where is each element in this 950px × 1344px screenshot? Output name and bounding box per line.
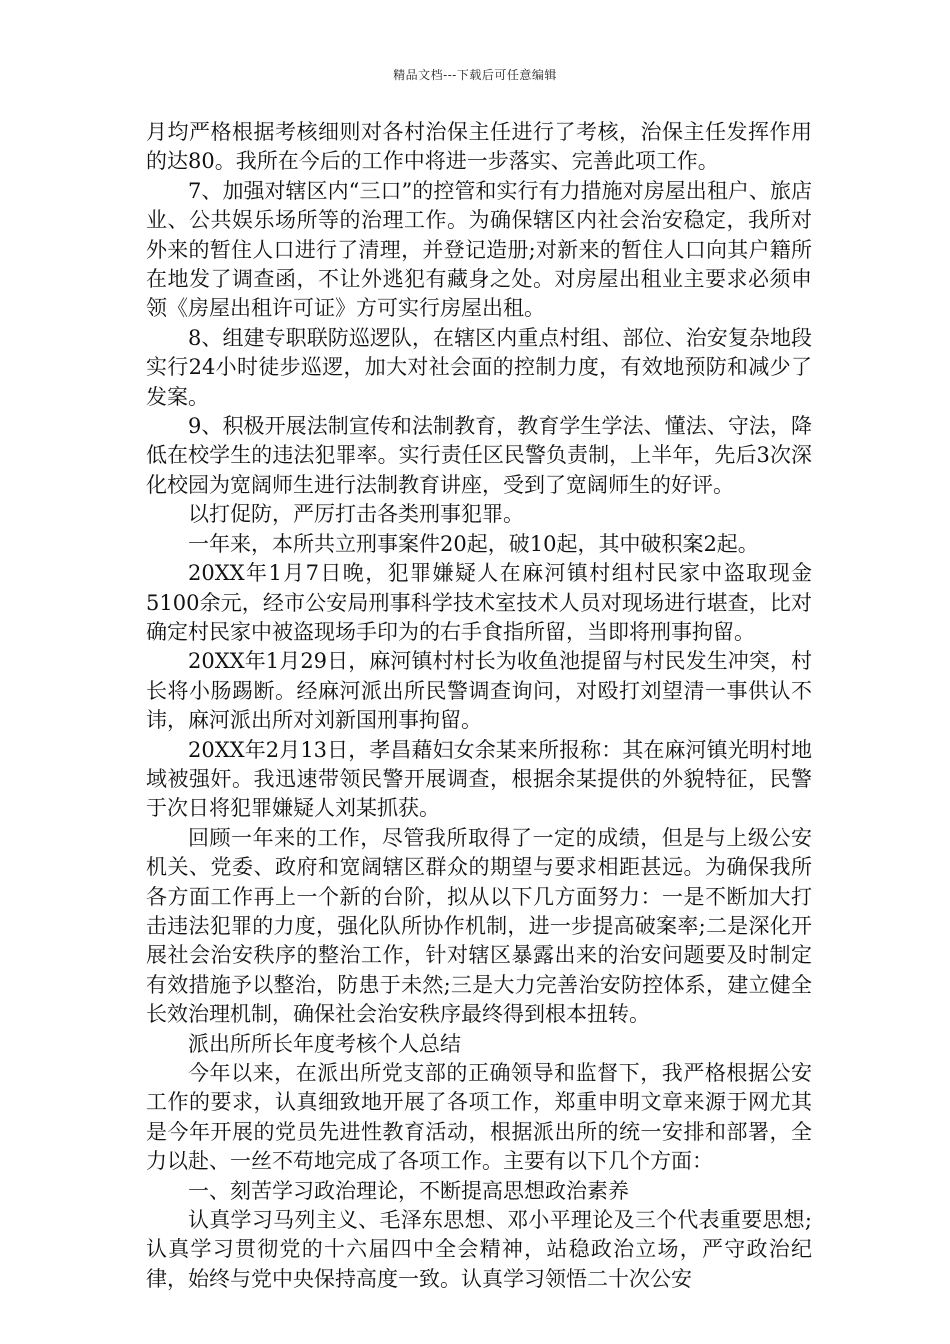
- paragraph: 8、组建专职联防巡逻队，在辖区内重点村组、部位、治安复杂地段实行24小时徒步巡逻，加大对社会面的控制力度，有效地预防和减少了发案。: [146, 325, 812, 409]
- paragraph: 今年以来，在派出所党支部的正确领导和监督下，我严格根据公安工作的要求，认真细致地开展了各项工作，郑重申明文章来源于网尤其是今年开展的党员先进性教育活动，根据派出所的统一安排和部署，全力以赴、一丝不苟地完成了各项工作。主要有以下几个方面：: [146, 1061, 812, 1174]
- paragraph: 7、加强对辖区内“三口”的控管和实行有力措施对房屋出租户、旅店业、公共娱乐场所等的治理工作。为确保辖区内社会治安稳定，我所对外来的暂住人口进行了清理，并登记造册;对新来的暂住人口向其户籍所在地发了调查函，不让外逃犯有藏身之处。对房屋出租业主要求必须申领《房屋出租许可证》方可实行房屋出租。: [146, 178, 812, 321]
- section-title: 派出所所长年度考核个人总结: [188, 1031, 461, 1056]
- paragraph: 一年来，本所共立刑事案件20起，破10起，其中破积案2起。: [188, 531, 759, 556]
- paragraph: 9、积极开展法制宣传和法制教育，教育学生学法、懂法、守法，降低在校学生的违法犯罪率。实行责任区民警负责制，上半年，先后3次深化校园为宽阔师生进行法制教育讲座，受到了宽阔师生的好评。: [146, 414, 812, 497]
- paragraph: 月均严格根据考核细则对各村治保主任进行了考核，治保主任发挥作用的达80。我所在今后的工作中将进一步落实、完善此项工作。: [146, 120, 812, 174]
- page-header-note: 精品文档---下载后可任意编辑: [393, 68, 557, 82]
- paragraph: 20XX年1月29日，麻河镇村村长为收鱼池提留与村民发生冲突，村长将小肠踢断。经麻河派出所民警调查询问，对殴打刘望清一事供认不讳，麻河派出所对刘新国刑事拘留。: [146, 649, 812, 733]
- document-body: [146, 118, 812, 1294]
- paragraph: 回顾一年来的工作，尽管我所取得了一定的成绩，但是与上级公安机关、党委、政府和宽阔辖区群众的期望与要求相距甚远。为确保我所各方面工作再上一个新的台阶，拟从以下几方面努力：一是不断加大打击违法犯罪的力度，强化队所协作机制，进一步提高破案率;二是深化开展社会治安秩序的整治工作，针对辖区暴露出来的治安问题要及时制定有效措施予以整治，防患于未然;三是大力完善治安防控体系，建立健全长效治理机制，确保社会治安秩序最终得到根本扭转。: [146, 825, 812, 1027]
- section-heading: 一、刻苦学习政治理论，不断提高思想政治素养: [188, 1178, 629, 1203]
- paragraph: 20XX年2月13日，孝昌藉妇女余某来所报称：其在麻河镇光明村地域被强奸。我迅速带领民警开展调查，根据余某提供的外貌特征，民警于次日将犯罪嫌疑人刘某抓获。: [146, 737, 812, 821]
- paragraph: 20XX年1月7日晚，犯罪嫌疑人在麻河镇村组村民家中盗取现金5100余元，经市公安局刑事科学技术室技术人员对现场进行堪查，比对确定村民家中被盗现场手印为的右手食指所留，当即将刑事拘留。: [146, 561, 812, 644]
- paragraph: 以打促防，严厉打击各类刑事犯罪。: [188, 502, 524, 527]
- paragraph: 认真学习马列主义、毛泽东思想、邓小平理论及三个代表重要思想;认真学习贯彻党的十六届四中全会精神，站稳政治立场，严守政治纪律，始终与党中央保持高度一致。认真学习领悟二十次公安: [146, 1208, 812, 1291]
